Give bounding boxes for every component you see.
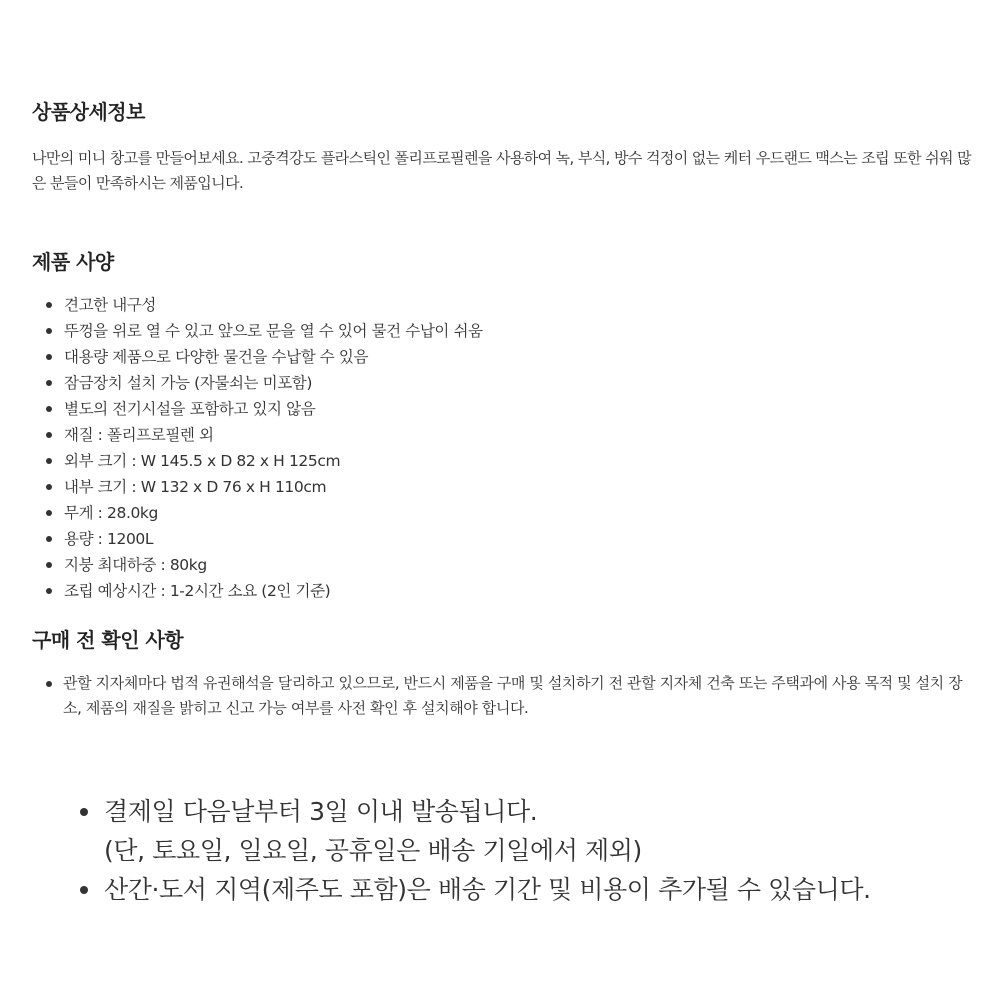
- spec-item-assembly-time: 조립 예상시간 : 1-2시간 소요 (2인 기준): [32, 578, 972, 604]
- product-spec-list: [32, 292, 972, 604]
- shipping-exception-text: (단, 토요일, 일요일, 공휴일은 배송 기일에서 제외): [104, 836, 642, 865]
- spec-item-roof-load: 지붕 최대하중 : 80kg: [32, 552, 972, 578]
- spec-item-weight: 무게 : 28.0kg: [32, 500, 972, 526]
- spec-item-inner-size: 내부 크기 : W 132 x D 76 x H 110cm: [32, 474, 972, 500]
- purchase-check-list: [32, 671, 976, 721]
- product-intro-text: 나만의 미니 창고를 만들어보세요. 고중격강도 플라스틱인 폴리프로필렌을 사용하여 녹, 부식, 방수 걱정이 없는 케터 우드랜드 맥스는 조립 또한 쉬워 많은 분들이 만족하시는 제품입니다.: [32, 149, 971, 192]
- shipping-item-dispatch: [78, 792, 978, 870]
- spec-item-outer-size: 외부 크기 : W 145.5 x D 82 x H 125cm: [32, 448, 972, 474]
- shipping-notice-list: [78, 792, 978, 909]
- product-detail-title: 상품상세정보: [32, 100, 145, 124]
- check-item-regulation: 관할 지자체마다 법적 유권해석을 달리하고 있으므로, 반드시 제품을 구매 및 설치하기 전 관할 지자체 건축 또는 주택과에 사용 목적 및 설치 장소, 제품의 재질을 밝히고 신고 가능 여부를 사전 확인 후 설치해야 합니다.: [32, 671, 976, 721]
- spec-item-lock: 잠금장치 설치 가능 (자물쇠는 미포함): [32, 370, 972, 396]
- shipping-dispatch-text: 결제일 다음날부터 3일 이내 발송됩니다.: [104, 797, 538, 826]
- spec-item-volume: 용량 : 1200L: [32, 526, 972, 552]
- spec-item-electric: 별도의 전기시설을 포함하고 있지 않음: [32, 396, 972, 422]
- shipping-item-remote-area: [78, 870, 978, 909]
- product-spec-title: 제품 사양: [32, 250, 114, 274]
- purchase-check-title: 구매 전 확인 사항: [32, 628, 184, 652]
- spec-item-durability: 견고한 내구성: [32, 292, 972, 318]
- spec-item-material: 재질 : 폴리프로필렌 외: [32, 422, 972, 448]
- spec-item-capacity-desc: 대용량 제품으로 다양한 물건을 수납할 수 있음: [32, 344, 972, 370]
- spec-item-lid-door: 뚜껑을 위로 열 수 있고 앞으로 문을 열 수 있어 물건 수납이 쉬움: [32, 318, 972, 344]
- shipping-remote-area-text: 산간·도서 지역(제주도 포함)은 배송 기간 및 비용이 추가될 수 있습니다.: [104, 875, 871, 904]
